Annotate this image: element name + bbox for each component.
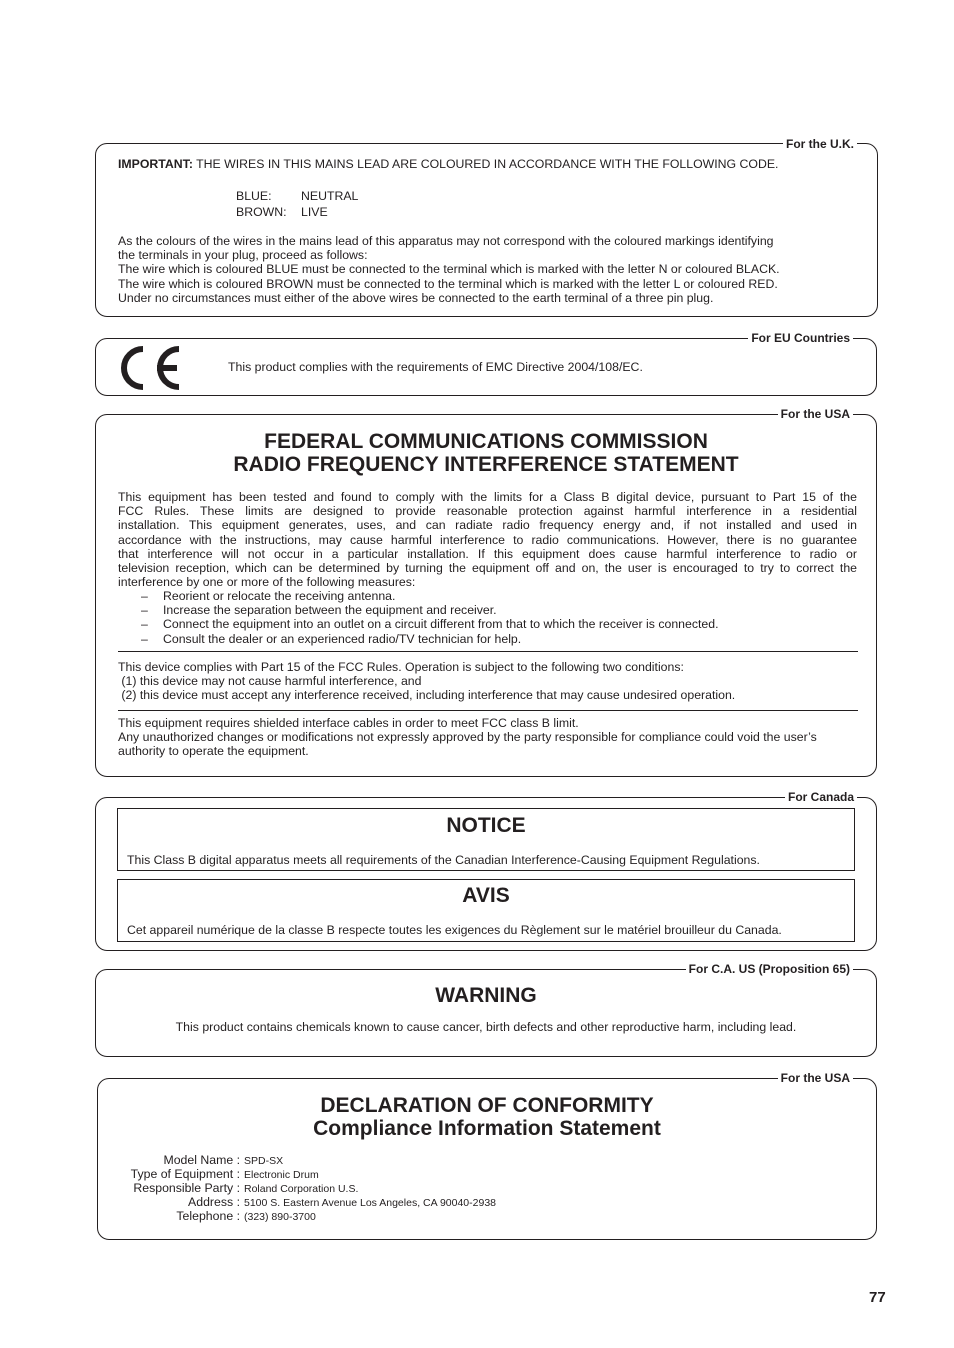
list-item: – Connect the equipment into an outlet on a circuit different from that to which the receiver is connected.: [141, 617, 719, 632]
page-number: 77: [869, 1289, 886, 1306]
detail-label: Type of Equipment :: [130, 1167, 240, 1181]
text-line: (2) this device must accept any interference received, including interference that may cause undesired operation.: [118, 688, 736, 703]
list-item: – Consult the dealer or an experienced radio/TV technician for help.: [141, 631, 522, 646]
fcc-measures-list: [141, 589, 719, 646]
detail-row: [110, 1195, 570, 1209]
fcc-paragraph-2: [118, 660, 735, 703]
detail-label: Model Name :: [163, 1153, 240, 1167]
detail-value: 5100 S. Eastern Avenue Los Angeles, CA 90040-2938: [244, 1197, 496, 1209]
notice-text: This Class B digital apparatus meets all requirements of the Canadian Interference-Causing Equipment Regulations.: [127, 853, 760, 867]
prop65-region-tag: For C.A. US (Proposition 65): [686, 962, 853, 976]
avis-title: AVIS: [462, 884, 510, 907]
fcc-title-line2: RADIO FREQUENCY INTERFERENCE STATEMENT: [233, 453, 739, 476]
conformity-region-tag: For the USA: [778, 1071, 853, 1085]
text-line: This device complies with Part 15 of the FCC Rules. Operation is subject to the following two conditions:: [118, 660, 684, 674]
uk-important-line: [118, 157, 778, 171]
text-line: This equipment requires shielded interface cables in order to meet FCC class B limit.: [118, 716, 579, 730]
text-line: FCC Rules. These limits are designed to provide reasonable protection against harmful interference in a residential: [118, 504, 857, 519]
detail-value: (323) 890-3700: [244, 1211, 316, 1223]
section-divider: [118, 710, 858, 711]
detail-row: [110, 1167, 570, 1181]
conformity-title: DECLARATION OF CONFORMITY: [320, 1094, 654, 1117]
wire-meaning-blue: NEUTRAL: [301, 189, 359, 203]
wire-meaning-brown: LIVE: [301, 205, 328, 219]
text-line: As the colours of the wires in the mains lead of this apparatus may not correspond with the coloured markings identifying: [118, 234, 774, 248]
uk-region-tag: For the U.K.: [783, 137, 857, 151]
text-line: Under no circumstances must either of the above wires be connected to the earth terminal of a three pin plug.: [118, 290, 714, 305]
fcc-paragraph-3: [118, 716, 817, 759]
text-line: the terminals in your plug, proceed as follows:: [118, 248, 368, 263]
uk-instructions: [118, 234, 780, 305]
conformity-subtitle: Compliance Information Statement: [313, 1117, 661, 1140]
conformity-details: [110, 1153, 570, 1223]
detail-value: Roland Corporation U.S.: [244, 1183, 359, 1195]
list-item: – Increase the separation between the equipment and receiver.: [141, 603, 497, 618]
text-line: installation. This equipment generates, uses, and can radiate radio frequency energy and, if not installed and used in: [118, 518, 857, 533]
notice-title: NOTICE: [446, 814, 526, 837]
detail-label: Telephone :: [176, 1209, 240, 1223]
warning-text: This product contains chemicals known to cause cancer, birth defects and other reproductive harm, including lead.: [175, 1020, 797, 1034]
text-line: accordance with the instructions, may cause harmful interference to radio communications. However, there is no guarantee: [118, 532, 857, 547]
detail-label: Address :: [188, 1195, 240, 1209]
text-line: television reception, which can be determined by turning the equipment off and on, the user is encouraged to try to correct the: [118, 561, 857, 576]
canada-region-tag: For Canada: [785, 790, 857, 804]
wire-color-brown: BROWN:: [236, 205, 287, 219]
fcc-region-tag: For the USA: [778, 407, 853, 421]
list-item: – Reorient or relocate the receiving antenna.: [141, 589, 396, 603]
text-line: authority to operate the equipment.: [118, 744, 309, 759]
important-text: THE WIRES IN THIS MAINS LEAD ARE COLOURED IN ACCORDANCE WITH THE FOLLOWING CODE.: [192, 157, 779, 171]
eu-region-tag: For EU Countries: [748, 331, 853, 345]
text-line: The wire which is coloured BLUE must be connected to the terminal which is marked with the letter N or coloured BLACK.: [118, 262, 780, 277]
detail-value: Electronic Drum: [244, 1169, 319, 1181]
detail-row: [110, 1209, 570, 1223]
important-label: IMPORTANT:: [118, 157, 193, 171]
ce-mark-logo: [115, 344, 183, 392]
fcc-paragraph-1: [118, 490, 857, 589]
section-divider: [118, 651, 858, 652]
eu-compliance-text: This product complies with the requirements of EMC Directive 2004/108/EC.: [228, 360, 643, 374]
text-line: Any unauthorized changes or modifications not expressly approved by the party responsible for compliance could void the user’s: [118, 730, 817, 745]
detail-row: [110, 1181, 570, 1195]
text-line: (1) this device may not cause harmful interference, and: [118, 674, 422, 689]
detail-label: Responsible Party :: [133, 1181, 240, 1195]
text-line: This equipment has been tested and found to comply with the limits for a Class B digital device, pursuant to Part 15 of the: [118, 490, 857, 504]
warning-title: WARNING: [435, 984, 537, 1007]
prop65-warning-box: [95, 969, 877, 1057]
detail-value: SPD-SX: [244, 1155, 284, 1167]
text-line: that interference will not occur in a particular installation. If this equipment does cause harmful interference to radio or: [118, 546, 857, 561]
detail-row: [110, 1153, 570, 1167]
text-line: The wire which is coloured BROWN must be connected to the terminal which is marked with the letter L or coloured RED.: [118, 276, 778, 291]
text-line: interference by one or more of the following measures:: [118, 575, 416, 590]
fcc-title-line1: FEDERAL COMMUNICATIONS COMMISSION: [264, 430, 708, 453]
avis-text: Cet appareil numérique de la classe B respecte toutes les exigences du Règlement sur le matériel brouilleur du Canada.: [127, 923, 782, 937]
wire-color-blue: BLUE:: [236, 189, 272, 203]
